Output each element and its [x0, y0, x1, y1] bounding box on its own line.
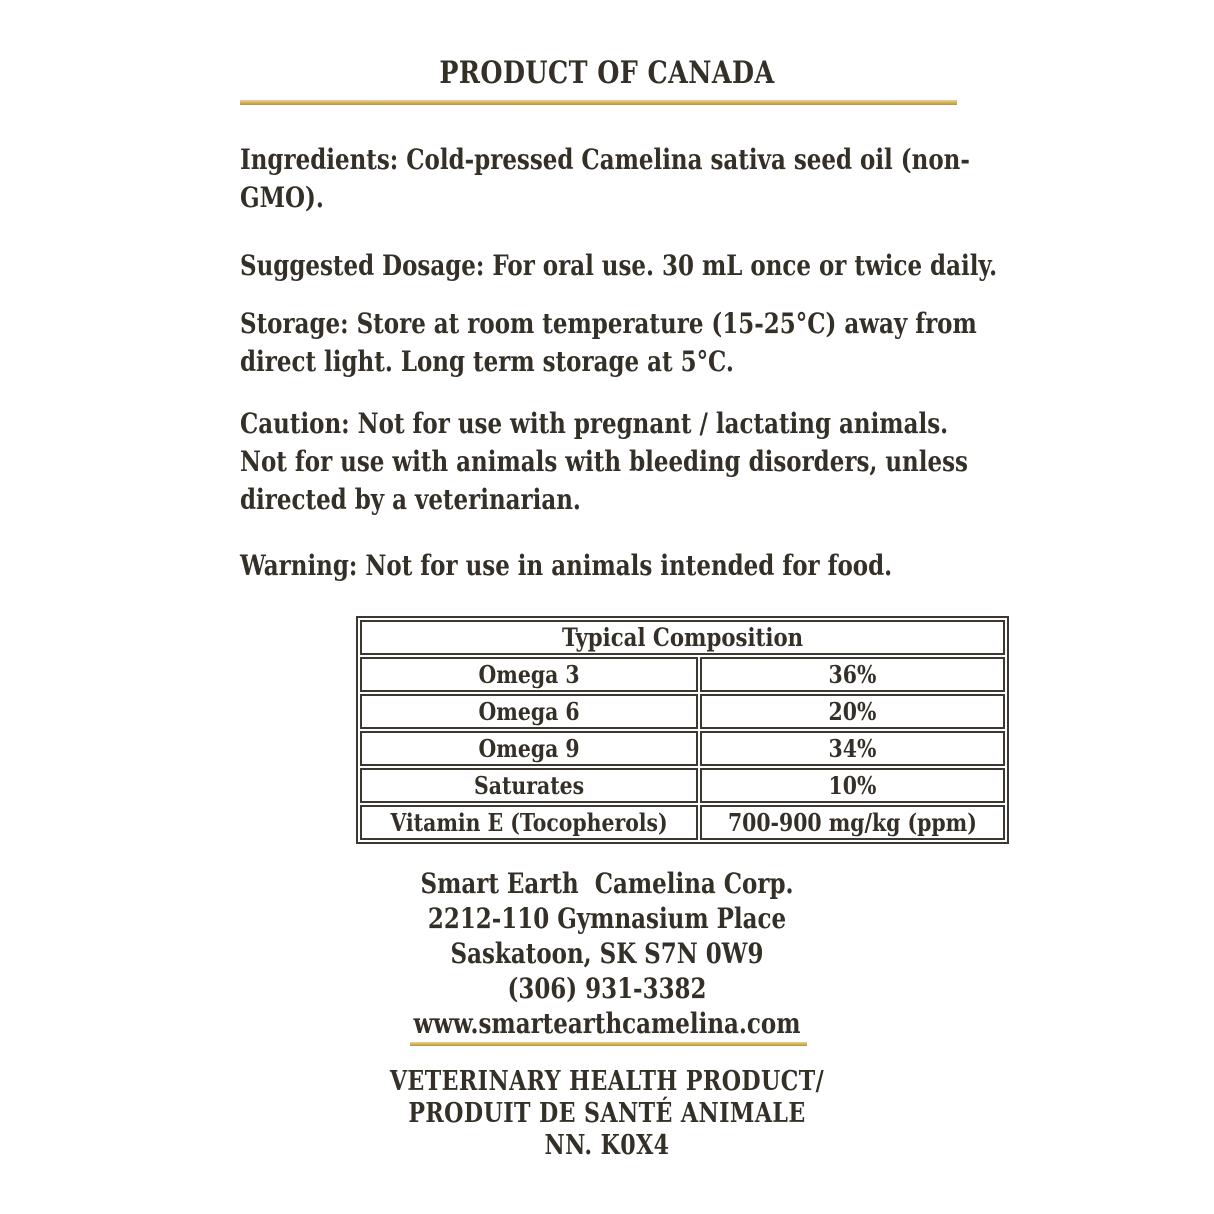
dosage-text-line: Suggested Dosage: For oral use. 30 mL once or twice daily. [240, 249, 998, 282]
page-title [0, 55, 1214, 91]
component-name: Omega 3 [478, 660, 580, 689]
table-row [360, 731, 1005, 766]
component-name: Saturates [474, 771, 585, 800]
caution-text-line: Not for use with animals with bleeding disorders, unless [240, 445, 968, 478]
vhp-registration-number: NN. K0X4 [544, 1130, 670, 1161]
component-value: 36% [828, 660, 877, 689]
component-value: 10% [828, 771, 877, 800]
title-gold-divider [240, 100, 957, 105]
warning-paragraph [240, 547, 1035, 585]
component-value: 34% [828, 734, 877, 763]
component-value: 700-900 mg/kg (ppm) [728, 808, 978, 837]
component-name: Omega 9 [478, 734, 580, 763]
composition-table [356, 616, 1009, 844]
table-row [360, 657, 1005, 692]
company-name: Smart Earth Camelina Corp. [420, 867, 794, 900]
table-header-row [360, 620, 1005, 655]
country-of-origin-heading: PRODUCT OF CANADA [439, 55, 775, 91]
vhp-designation-en: VETERINARY HEALTH PRODUCT/ [389, 1066, 825, 1097]
storage-paragraph [240, 305, 1139, 381]
table-title-cell [360, 620, 1005, 655]
city-postal-code: Saskatoon, SK S7N 0W9 [450, 937, 764, 970]
component-value: 20% [828, 697, 877, 726]
caution-paragraph [240, 405, 1128, 519]
value-cell [700, 768, 1005, 803]
website-url: www.smartearthcamelina.com [413, 1007, 801, 1040]
value-cell [700, 805, 1005, 840]
contact-gold-divider [410, 1042, 807, 1046]
component-cell [360, 657, 698, 692]
value-cell [700, 657, 1005, 692]
component-cell [360, 731, 698, 766]
street-address: 2212-110 Gymnasium Place [427, 902, 787, 935]
component-cell [360, 694, 698, 729]
table-row [360, 768, 1005, 803]
dosage-paragraph [240, 247, 1163, 285]
component-cell [360, 768, 698, 803]
component-cell [360, 805, 698, 840]
table-row [360, 694, 1005, 729]
regulatory-block [0, 1066, 1214, 1162]
storage-text-line: Storage: Store at room temperature (15-25°C) away from [240, 307, 977, 340]
storage-text-line: direct light. Long term storage at 5°C. [240, 345, 734, 378]
component-name: Omega 6 [478, 697, 580, 726]
warning-text-line: Warning: Not for use in animals intended for food. [240, 549, 893, 582]
caution-text-line: directed by a veterinarian. [240, 483, 581, 516]
ingredients-text-line: Ingredients: Cold-pressed Camelina sativa seed oil (non- [240, 143, 970, 176]
contact-block [0, 866, 1214, 1041]
vhp-designation-fr: PRODUIT DE SANTÉ ANIMALE [408, 1098, 806, 1129]
component-name: Vitamin E (Tocopherols) [390, 808, 668, 837]
table-title: Typical Composition [561, 623, 804, 652]
caution-text-line: Caution: Not for use with pregnant / lactating animals. [240, 407, 949, 440]
value-cell [700, 694, 1005, 729]
ingredients-text-line: GMO). [240, 181, 324, 214]
phone-number: (306) 931-3382 [507, 972, 707, 1005]
table-row [360, 805, 1005, 840]
ingredients-paragraph [240, 141, 1130, 217]
value-cell [700, 731, 1005, 766]
